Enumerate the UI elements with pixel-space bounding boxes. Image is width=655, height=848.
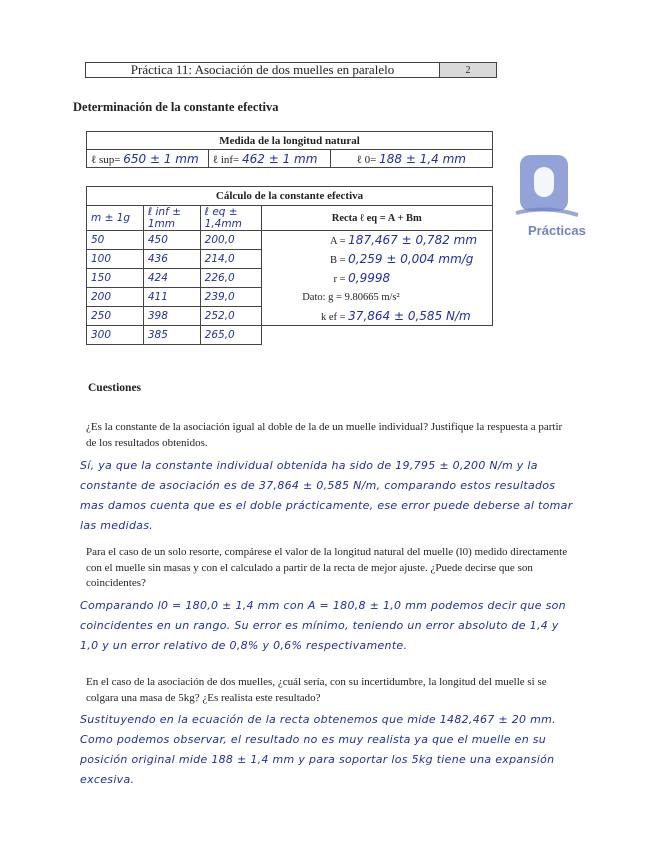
- l-sup-value: 650 ± 1 mm: [123, 151, 199, 166]
- cell-m: 150: [87, 269, 144, 288]
- cell-inf: 385: [143, 326, 200, 345]
- practicas-logo: [512, 147, 592, 237]
- page-title: Práctica 11: Asociación de dos muelles en paralelo: [130, 62, 395, 77]
- fit-r: [261, 269, 492, 288]
- cell-inf: 436: [143, 250, 200, 269]
- table-row: [87, 250, 493, 269]
- fit-r-label: r =: [333, 274, 346, 285]
- fit-k: [261, 307, 492, 326]
- col-eq-header: ℓ eq ± 1,4mm: [200, 206, 261, 231]
- cell-m: 100: [87, 250, 144, 269]
- section-title: Determinación de la constante efectiva: [73, 100, 279, 114]
- fit-a-value: 187,467 ± 0,782 mm: [348, 233, 478, 248]
- answer-3: Sustituyendo en la ecuación de la recta obtenemos que mide 1482,467 ± 20 mm. Como podemos observar, el resultado no es muy realista ya que el muelle en su posición original mide 188 ± 1,4 mm y para soportar los 5kg tiene una expansión excesiva.: [80, 713, 556, 786]
- fit-g: [261, 288, 492, 307]
- fit-b-label: B =: [329, 255, 346, 266]
- cell-m: 300: [87, 326, 144, 345]
- cell-eq: 226,0: [200, 269, 261, 288]
- cell-eq: 214,0: [200, 250, 261, 269]
- l-inf-value: 462 ± 1 mm: [242, 151, 318, 166]
- l-inf-label: ℓ inf=: [212, 153, 240, 166]
- natural-length-table: [86, 131, 493, 168]
- l-zero-cell: [330, 150, 492, 168]
- table-row: [87, 288, 493, 307]
- cell-inf: 424: [143, 269, 200, 288]
- effective-constant-table: [86, 186, 493, 345]
- l-inf-cell: [208, 150, 330, 168]
- l-sup-cell: [87, 150, 209, 168]
- answer-1: Sí, ya que la constante individual obtenida ha sido de 19,795 ± 0,200 N/m y la constante de asociación es de 37,864 ± 0,585 N/m, comparando estos resultados mas damos cuenta que es el doble prácticamente, ese error puede deberse al tomar las medidas.: [80, 459, 573, 532]
- question-3: En el caso de la asociación de dos muelles, ¿cuál sería, con su incertidumbre, la longitud del muelle si se colgara una masa de 5kg? ¿Es realista este resultado?: [86, 676, 547, 704]
- l-zero-label: ℓ 0=: [356, 153, 377, 166]
- answer-2: Comparando l0 = 180,0 ± 1,4 mm con A = 180,8 ± 1,0 mm podemos decir que son coincidentes en un rango. Su error es mínimo, teniendo un error absoluto de 1,4 y 1,0 y un error relativo de 0,8% y 0,6% respectivamente.: [80, 599, 566, 652]
- fit-r-value: 0,9998: [348, 271, 391, 285]
- cell-m: 50: [87, 231, 144, 250]
- cell-m: 200: [87, 288, 144, 307]
- l-sup-label: ℓ sup=: [91, 153, 121, 166]
- questions-title: Cuestiones: [88, 382, 142, 394]
- col-m-header: m ± 1g: [87, 206, 144, 231]
- logo-icon: [512, 147, 592, 237]
- page-number: 2: [439, 63, 496, 77]
- table-row: [87, 231, 493, 250]
- cell-eq: 252,0: [200, 307, 261, 326]
- table-row: [87, 269, 493, 288]
- table-row: [87, 307, 493, 326]
- fit-k-value: 37,864 ± 0,585 N/m: [348, 308, 471, 323]
- cell-eq: 239,0: [200, 288, 261, 307]
- l-zero-value: 188 ± 1,4 mm: [379, 151, 466, 166]
- question-2: Para el caso de un solo resorte, compárese el valor de la longitud natural del muelle (l0) medido directamente con el muelle sin masas y con el calculado a partir de la recta de mejor ajuste. ¿Puede decirse que son coincidentes?: [86, 546, 568, 589]
- cell-inf: 450: [143, 231, 200, 250]
- col-fit-header: Recta ℓ eq = A + Bm: [261, 206, 492, 231]
- fit-b: [261, 250, 492, 269]
- fit-k-label: k ef =: [320, 311, 346, 323]
- cell-inf: 411: [143, 288, 200, 307]
- calc-header: Cálculo de la constante efectiva: [87, 187, 493, 206]
- cell-inf: 398: [143, 307, 200, 326]
- logo-text: Prácticas: [528, 223, 586, 237]
- header-bar: [85, 62, 497, 78]
- fit-g-value: g = 9.80665 m/s²: [328, 291, 400, 303]
- fit-a: [261, 231, 492, 250]
- fit-a-label: A =: [329, 236, 346, 248]
- question-1: ¿Es la constante de la asociación igual al doble de la de un muelle individual? Justifique la respuesta a partir de los resultados obtenidos.: [86, 421, 563, 449]
- cell-eq: 200,0: [200, 231, 261, 250]
- col-inf-header: ℓ inf ± 1mm: [143, 206, 200, 231]
- natural-length-header: Medida de la longitud natural: [87, 132, 493, 150]
- fit-b-value: 0,259 ± 0,004 mm/g: [348, 252, 474, 266]
- table-row: [87, 326, 493, 345]
- fit-g-label: Dato:: [302, 291, 326, 303]
- cell-eq: 265,0: [200, 326, 261, 345]
- cell-m: 250: [87, 307, 144, 326]
